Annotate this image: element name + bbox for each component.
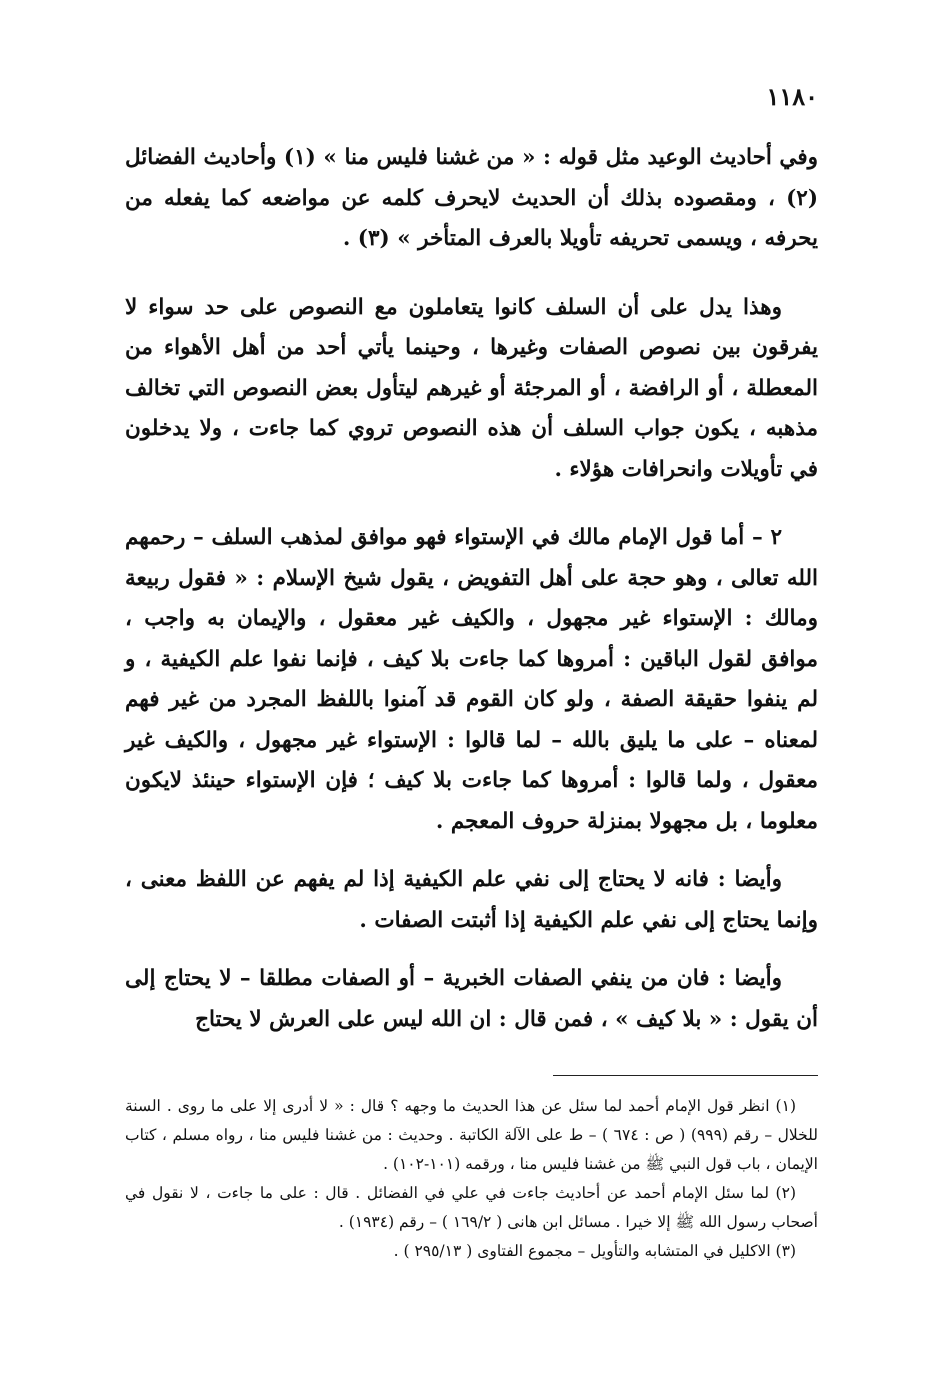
footnote-1: (١) انظر قول الإمام أحمد لما سئل عن هذا الحديث ما وجهه ؟ قال : « لا أدرى إلا على ما روى . السنة للخلال – رقم (٩٩٩) ( ص : ٦٧٤ ) – ط على الآلة الكاتبة . وحديث : من غشنا فليس منا ، رواه مسلم ، كتاب الإيمان ، باب قول النبي ﷺ من غشنا فليس منا ، ورقمه (١٠١-١٠٢) .	[125, 1097, 818, 1173]
paragraph-3: ٢ – أما قول الإمام مالك في الإستواء فهو موافق لمذهب السلف – رحمهم الله تعالى ، وهو حجة على أهل التفويض ، يقول شيخ الإسلام : « فقول ربيعة ومالك : الإستواء غير مجهول ، والكيف غير معقول ، والإيمان به واجب ، موافق لقول الباقين : أمروها كما جاءت بلا كيف ، فإنما نفوا علم الكيفية ، و لم ينفوا حقيقة الصفة ، ولو كان القوم قد آمنوا باللفظ المجرد من غير فهم لمعناه – على ما يليق بالله – لما قالوا : الإستواء غير مجهول ، والكيف غير معقول ، ولما قالوا : أمروها كما جاءت بلا كيف ؛ فإن الإستواء حينئذ لايكون معلوما ، بل مجهولا بمنزلة حروف المعجم .	[125, 525, 818, 834]
page-number: ١١٨٠	[766, 82, 818, 111]
paragraph-2: وهذا يدل على أن السلف كانوا يتعاملون مع النصوص على حد سواء لا يفرقون بين نصوص الصفات وغيرها ، وحينما يأتي أحد من أهل الأهواء من المعطلة ، أو الرافضة ، أو المرجئة أو غيرهم ليتأول بعض النصوص التي تخالف مذهبه ، يكون جواب السلف أن هذه النصوص تروي كما جاءت ، ولا يدخلون في تأويلات وانحرافات هؤلاء .	[125, 294, 818, 482]
main-text	[125, 138, 818, 1040]
footnote-3: (٣) الاكليل في المتشابه والتأويل – مجموع الفتاوى ( ٢٩٥/١٣ ) .	[393, 1242, 796, 1260]
paragraph-4: وأيضا : فانه لا يحتاج إلى نفي علم الكيفية إذا لم يفهم عن اللفظ معنى ، وإنما يحتاج إلى نفي علم الكيفية إذا أثبتت الصفات .	[125, 867, 818, 933]
footnote-divider	[553, 1075, 818, 1076]
footnote-2: (٢) لما سئل الإمام أحمد عن أحاديث جاءت في علي في الفضائل . قال : على ما جاءت ، لا نقول في أصحاب رسول الله ﷺ إلا خيرا . مسائل ابن هانى ( ١٦٩/٢ ) – رقم (١٩٣٤) .	[125, 1184, 818, 1231]
footnotes	[125, 1092, 818, 1266]
paragraph-1: وفي أحاديث الوعيد مثل قوله : « من غشنا فليس منا » (١) وأحاديث الفضائل (٢) ، ومقصوده بذلك أن الحديث لايحرف كلمه عن مواضعه كما يفعله من يحرفه ، ويسمى تحريفه تأويلا بالعرف المتأخر » (٣) .	[125, 145, 819, 251]
paragraph-5: وأيضا : فان من ينفي الصفات الخبرية – أو الصفات مطلقا – لا يحتاج إلى أن يقول : « بلا كيف » ، فمن قال : ان الله ليس على العرش لا يحتاج	[125, 966, 818, 1032]
